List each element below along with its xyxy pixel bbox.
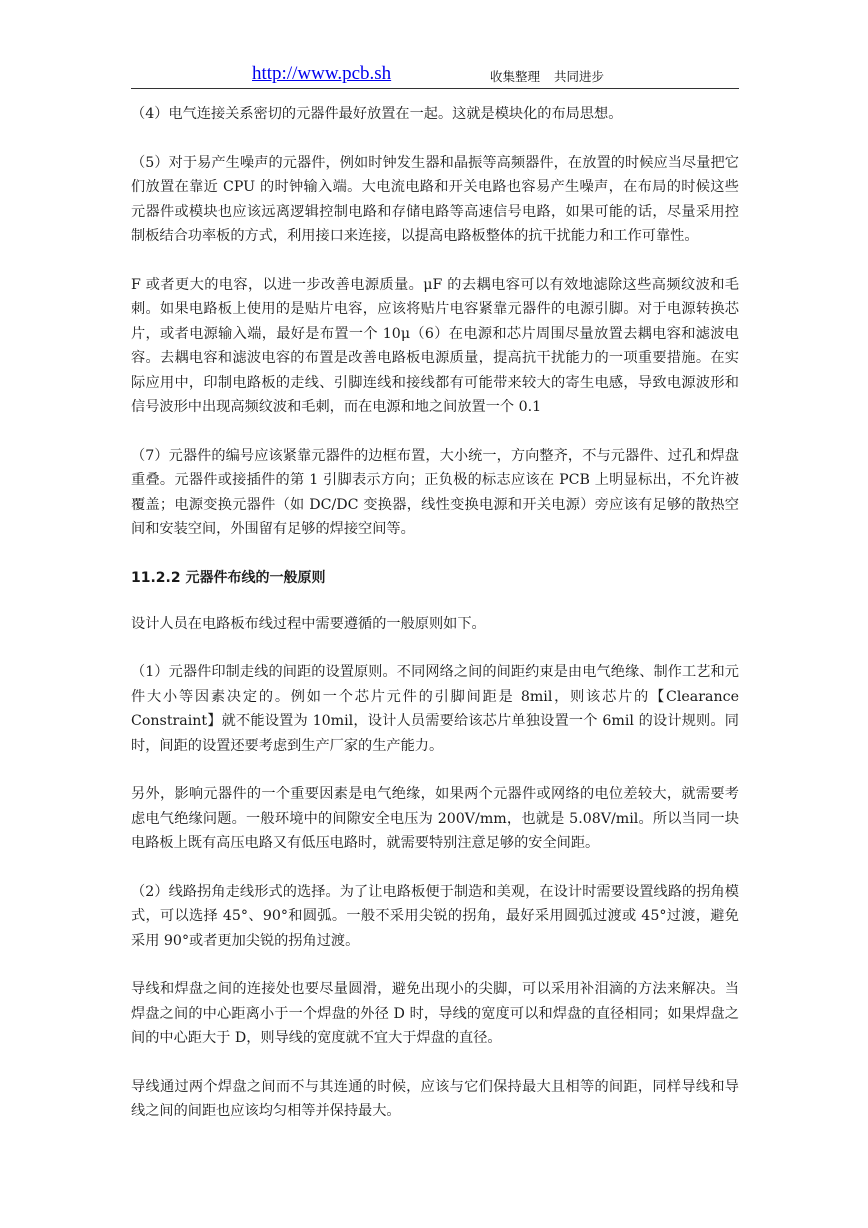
paragraph-trace-spacing: （1）元器件印制走线的间距的设置原则。不同网络之间的间距约束是由电气绝缘、制作工艺和元件大小等因素决定的。例如一个芯片元件的引脚间距是 8mil，则该芯片的【Clearance Constraint】就不能设置为 10mil，设计人员需要给该芯片单独设置一个 6mil 的设计规则。同时，间距的设置还要考虑到生产厂家的生产能力。 — [131, 664, 739, 754]
header-motto: 收集整理 共同进步 — [490, 69, 604, 84]
section-heading: 11.2.2 元器件布线的一般原则 — [131, 569, 326, 586]
paragraph-electrical-insulation: 另外，影响元器件的一个重要因素是电气绝缘，如果两个元器件或网络的电位差较大，就需要考虑电气绝缘问题。一般环境中的间隙安全电压为 200V/mm，也就是 5.08V/mil。所以当同一块电路板上既有高压电路又有低压电路时，就需要特别注意足够的安全间距。 — [131, 786, 739, 851]
paragraph-6-decoupling-capacitors: F 或者更大的电容，以进一步改善电源质量。μF 的去耦电容可以有效地滤除这些高频纹波和毛刺。如果电路板上使用的是贴片电容，应该将贴片电容紧靠元器件的电源引脚。对于电源转换芯片，或者电源输入端，最好是布置一个 10μ（6）在电源和芯片周围尽量放置去耦电容和滤波电容。去耦电容和滤波电容的布置是改善电路板电源质量，提高抗干扰能力的一项重要措施。在实际应用中，印制电路板的走线、引脚连线和接线都有可能带来较大的寄生电感，导致电源波形和信号波形中出现高频纹波和毛刺，而在电源和地之间放置一个 0.1 — [131, 276, 739, 415]
page-header — [131, 60, 739, 89]
paragraph-corner-mode: （2）线路拐角走线形式的选择。为了让电路板便于制造和美观，在设计时需要设置线路的拐角模式，可以选择 45°、90°和圆弧。一般不采用尖锐的拐角，最好采用圆弧过渡或 45°过渡，避免采用 90°或者更加尖锐的拐角过渡。 — [131, 883, 739, 949]
paragraph-pad-connection: 导线和焊盘之间的连接处也要尽量圆滑，避免出现小的尖脚，可以采用补泪滴的方法来解决。当焊盘之间的中心距离小于一个焊盘的外径 D 时，导线的宽度可以和焊盘的直径相同；如果焊盘之间的中心距大于 D，则导线的宽度就不宜大于焊盘的直径。 — [131, 981, 739, 1046]
paragraph-7-component-labels: （7）元器件的编号应该紧靠元器件的边框布置，大小统一，方向整齐，不与元器件、过孔和焊盘重叠。元器件或接插件的第 1 引脚表示方向；正负极的标志应该在 PCB 上明显标出，不允许被覆盖；电源变换元器件（如 DC/DC 变换器，线性变换电源和开关电源）旁应该有足够的散热空间和安装空间，外围留有足够的焊接空间等。 — [131, 447, 739, 537]
paragraph-routing-intro: 设计人员在电路板布线过程中需要遵循的一般原则如下。 — [131, 615, 486, 632]
header-url-link[interactable]: http://www.pcb.sh — [252, 63, 392, 84]
paragraph-trace-between-pads: 导线通过两个焊盘之间而不与其连通的时候，应该与它们保持最大且相等的间距，同样导线和导线之间的间距也应该均匀相等并保持最大。 — [131, 1078, 739, 1119]
paragraph-5-noise-components: （5）对于易产生噪声的元器件，例如时钟发生器和晶振等高频器件，在放置的时候应当尽量把它们放置在靠近 CPU 的时钟输入端。大电流电路和开关电路也容易产生噪声，在布局的时候这些元器件或模块也应该远离逻辑控制电路和存储电路等高速信号电路，如果可能的话，尽量采用控制板结合功率板的方式，利用接口来连接，以提高电路板整体的抗干扰能力和工作可靠性。 — [131, 154, 739, 244]
paragraph-4-modular-layout: （4）电气连接关系密切的元器件最好放置在一起。这就是模块化的布局思想。 — [131, 106, 623, 122]
document-body — [131, 102, 739, 1148]
